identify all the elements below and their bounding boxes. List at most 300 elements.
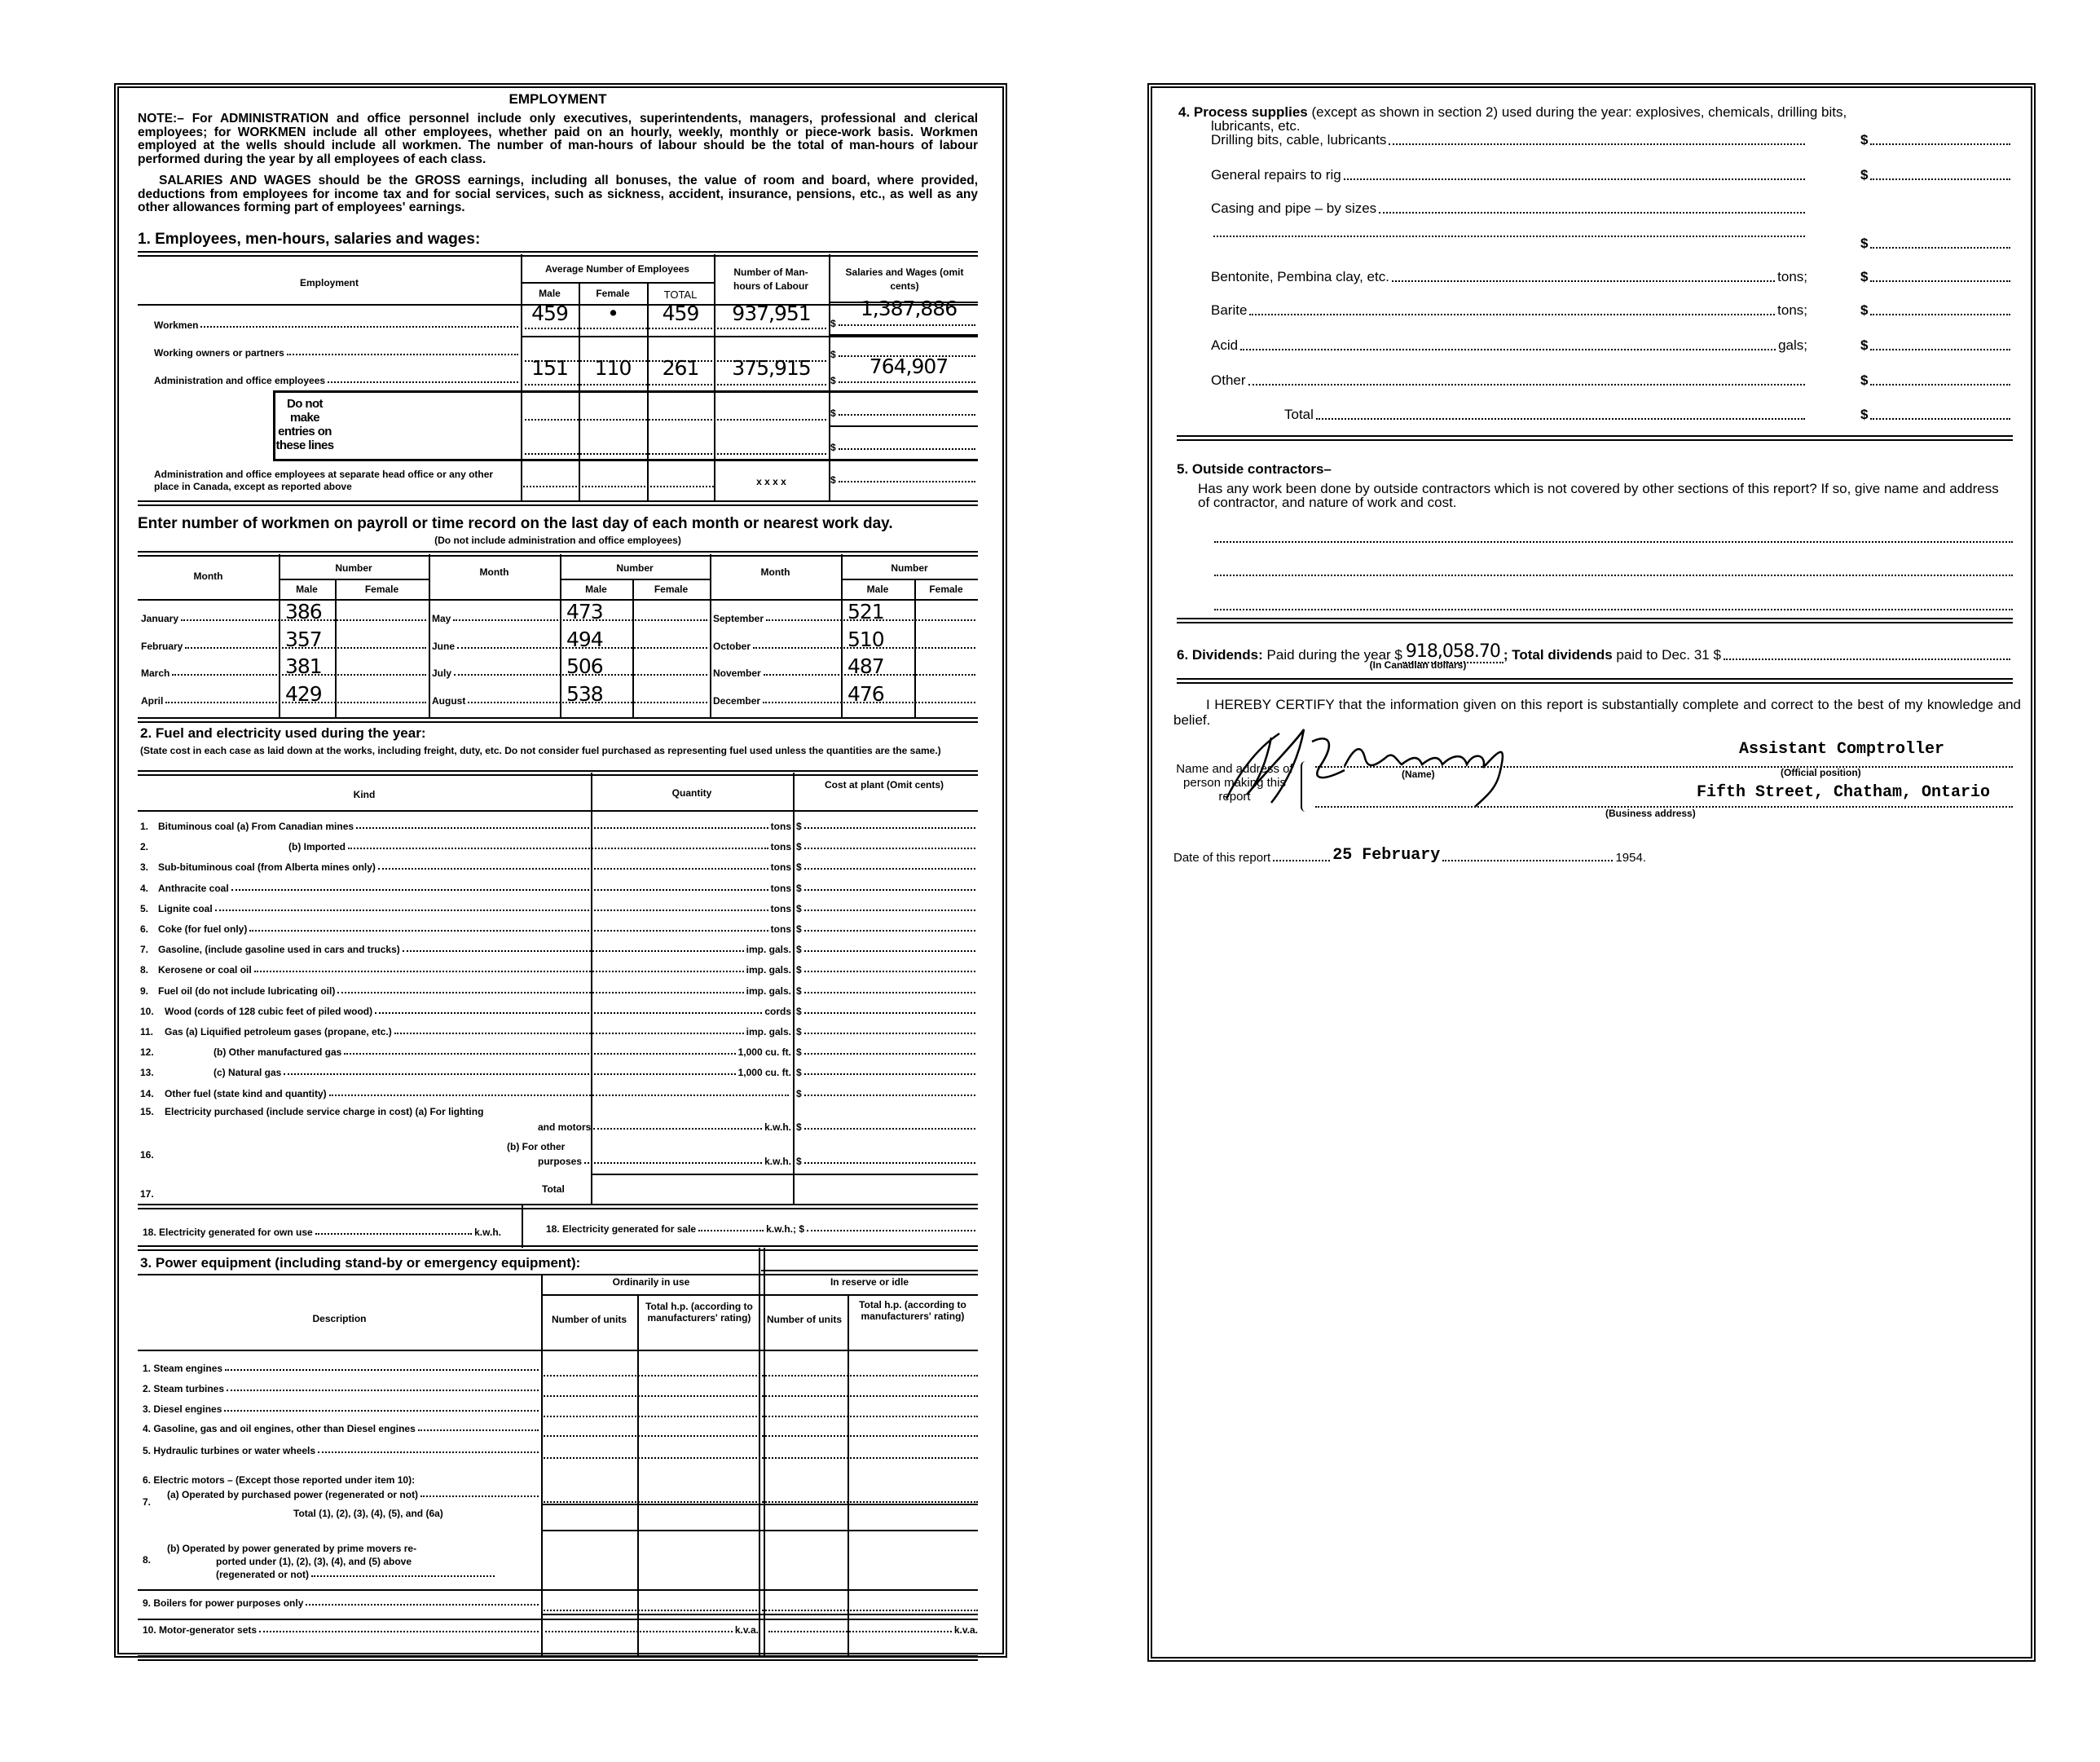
header-kind: Kind [353,789,376,800]
amount-field[interactable] [1860,302,2013,319]
header-in-use: Ordinarily in use [612,1276,690,1288]
rule [541,1504,978,1505]
month-label: September [713,613,764,624]
quantity-field[interactable] [356,827,768,829]
dotted-leader [804,971,975,972]
do-not-enter-note: Do not make entries on these lines [275,397,334,452]
amount-field[interactable] [1860,407,2013,423]
dotted-leader [1870,280,2010,282]
item-label: Wood (cords of 128 cubic feet of piled wood) [165,1005,373,1017]
item-label-2: purposes [538,1156,583,1167]
quantity-field[interactable] [254,971,744,972]
month-male-value: 386 [285,600,322,623]
rule [710,554,711,717]
item-label: Coke (for fuel only) [158,923,248,935]
power-item-row [143,1445,541,1456]
month-male-value: 473 [566,600,603,623]
dollar-sign: $ [796,964,802,976]
power-item-row [143,1624,541,1636]
dollar-sign: $ [796,841,802,853]
dotted-leader [545,1631,733,1632]
dollar-sign: $ [796,1005,802,1017]
process-item [1211,337,1807,354]
item-label: (b) For other [507,1141,566,1152]
item-number: 5. [140,902,149,914]
fuel-row [140,883,791,894]
dollar-sign: $ [796,1046,802,1059]
amount-field[interactable] [1860,372,2013,389]
business-address: Fifth Street, Chatham, Ontario [1697,783,1991,802]
header-month: Month [760,566,790,578]
power-item-label: (a) Operated by purchased power (regenerated or not) [167,1489,419,1500]
item-label: Sub-bituminous coal (from Alberta mines only) [158,861,376,874]
brace [1301,761,1307,812]
cost-field[interactable] [796,923,978,935]
in-use-field[interactable] [543,1624,759,1636]
item-number: 3. [140,861,149,874]
dollar-sign: $ [796,1067,802,1079]
entry-line[interactable] [541,1375,978,1377]
admin-man-hours: 375,915 [732,356,811,380]
quantity-field[interactable] [337,992,743,993]
fuel-row [140,944,791,955]
quantity-field[interactable] [249,930,768,932]
dollar-sign: $ [830,474,836,486]
rule [138,1589,978,1591]
header-male: Male [296,584,318,595]
unit-label: k.v.a. [734,1624,759,1636]
header-total-hp: Total h.p. (according to manufacturers' rating) [859,1299,966,1322]
unit-label: tons [770,841,791,853]
quantity-field[interactable] [394,1033,744,1034]
header-cost: Cost at plant (Omit cents) [824,779,944,791]
person-label: Name and address of person making this report [1176,762,1293,804]
dotted-leader [224,1410,539,1412]
header-total: TOTAL [663,289,698,301]
dotted-leader [1213,236,1805,237]
process-item [1211,372,1807,389]
dotted-leader [227,1390,539,1391]
unit-label: 1,000 cu. ft. [737,1067,791,1079]
dollar-sign: $ [796,1087,802,1099]
dotted-leader [1392,280,1775,282]
process-item-label: Bentonite, Pembina clay, etc. [1211,269,1389,284]
month-row-october [713,641,978,652]
process-title-line2: lubricants, etc. [1211,118,1301,134]
dotted-leader [804,1033,975,1034]
quantity-field[interactable] [698,1230,764,1231]
cost-field[interactable] [796,861,978,873]
item-label: (b) Imported [288,841,346,853]
quantity-field[interactable] [315,1233,472,1235]
unit-label: gals; [1778,337,1807,353]
dotted-leader [1240,349,1776,350]
month-male-value: 510 [847,627,884,651]
dotted-leader [804,1012,975,1014]
power-item-label: 5. Hydraulic turbines or water wheels [143,1445,316,1456]
dollar-sign: $ [1860,407,1869,422]
rule [764,1248,765,1655]
cost-field[interactable] [796,1156,978,1167]
item-label-2: and motors [538,1121,592,1133]
rule [138,1655,978,1661]
currency-note: (In Canadian dollars) [1369,659,1467,671]
fuel-row [538,1121,791,1133]
cost-field[interactable] [796,1121,978,1133]
item-number: 1. [140,821,149,832]
amount-field[interactable] [1860,132,2013,148]
rule [429,554,430,717]
rule [841,579,978,580]
amount-field[interactable] [1860,167,2013,183]
header-female: Female [364,584,399,595]
electricity-for-sale [546,1223,978,1235]
dotted-leader [420,1495,539,1497]
header-male: Male [539,288,561,299]
fuel-row [140,985,791,997]
quantity-field[interactable] [348,848,768,849]
quantity-field[interactable] [584,1162,762,1164]
dollar-sign: $ [796,944,802,956]
admin-female: 110 [594,356,632,380]
dollar-sign: $ [796,861,802,874]
head-office-man-hours: x x x x [756,476,786,487]
cost-field[interactable] [796,1067,978,1078]
power-item-label: (regenerated or not) [216,1569,310,1580]
power-item-row [143,1423,541,1434]
power-item-row [143,1383,541,1394]
amount-field[interactable] [1860,337,2013,354]
rule [847,1294,849,1655]
dotted-leader [768,1631,952,1632]
item-number: 13. [140,1067,154,1079]
dollar-sign: $ [830,349,836,360]
dollar-sign: $ [1860,302,1869,318]
rule [138,1350,978,1351]
entry-line[interactable] [541,1435,978,1437]
fuel-row [140,1046,791,1058]
power-item-label: 1. Steam engines [143,1363,223,1374]
dotted-leader [311,1575,495,1577]
header-male: Male [585,584,607,595]
rule [522,1205,523,1248]
power-item-label: 4. Gasoline, gas and oil engines, other than Diesel engines [143,1423,416,1434]
process-item [1211,269,1807,285]
header-male: Male [866,584,889,595]
electricity-own-use [143,1227,501,1238]
dotted-leader [259,1631,539,1632]
report-year: 1954. [1615,851,1646,865]
month-label: February [141,640,183,652]
dollar-sign: $ [1860,269,1869,284]
workmen-female: • [607,302,619,325]
dollar-sign: $ [796,1121,802,1133]
dividends-paid-value: 918,058.70 [1402,641,1503,663]
month-label: January [141,613,179,624]
row-workmen-label: Workmen [154,319,521,331]
dotted-leader [1316,418,1805,420]
entry-line[interactable] [541,1416,978,1417]
rule [279,579,429,580]
position-caption: (Official position) [1781,767,1861,778]
dotted-leader [1870,349,2010,350]
dotted-leader [804,930,975,932]
process-item-label: Drilling bits, cable, lubricants [1211,132,1387,148]
item-number: 8. [140,964,149,976]
power-item-row [143,1403,541,1415]
fuel-row [140,923,791,935]
dotted-leader [804,889,975,891]
quantity-field[interactable] [593,1128,762,1130]
dotted-leader [306,1604,539,1606]
dotted-leader [1249,314,1775,315]
fuel-row [140,1067,791,1078]
item-label: Gas (a) Liquified petroleum gases (propane, etc.) [165,1026,392,1037]
dollar-sign: $ [1860,132,1869,148]
item-number: 10. [140,1005,154,1017]
unit-label: k.w.h. [764,1156,791,1167]
cost-field[interactable] [796,944,978,955]
header-total-hp: Total h.p. (according to manufacturers' rating) [645,1301,753,1324]
employment-note: NOTE:– For ADMINISTRATION and office personnel include only executives, superintendents, managers, professional and clerical employees; for WORKMEN include all other employees, whether paid on an hourly, weekly, monthly or piece-work basis. Workmen employed at the wells should include all workmen. The number of man-hours of labour should be the total of man-hours of labour performed during the year by all employees of each class. [138,112,978,166]
rule [138,551,978,557]
entry-line[interactable] [541,1610,978,1611]
item-number: 9. [140,985,149,997]
item-label: Fuel oil (do not include lubricating oil) [158,985,336,997]
fuel-row [140,861,791,873]
dotted-leader [804,910,975,911]
report-date-value: 25 February [1332,846,1441,865]
fuel-row [140,1006,791,1017]
power-item-row [143,1597,541,1609]
power-item-label: 3. Diesel engines [143,1403,222,1415]
item-label: Gasoline, (include gasoline used in cars and trucks) [158,944,400,956]
name-caption: (Name) [1402,769,1435,780]
unit-label: k.v.a. [953,1624,978,1636]
row-admin-label: Administration and office employees [154,375,521,386]
fuel-row [538,1156,791,1167]
right-page [1147,83,2036,1662]
rule [591,1174,978,1175]
contractors-title: 5. Outside contractors– [1177,461,1332,477]
header-number-units: Number of units [767,1314,842,1325]
dollar-sign: $ [796,923,802,935]
quantity-field[interactable] [375,1012,762,1014]
unit-label: tons [770,902,791,914]
label: 18. Electricity generated for own use [143,1227,313,1238]
unit-label: imp. gals. [746,944,791,956]
power-item-row [216,1569,497,1580]
cost-field[interactable] [796,1026,978,1037]
unit-label: tons [770,923,791,935]
rule [541,1614,978,1615]
dollar-sign: $ [830,375,836,386]
power-item-text: (b) Operated by power generated by prime movers re- [167,1543,417,1554]
rule [560,579,710,580]
amount-field[interactable] [1860,236,2013,252]
quantity-field[interactable] [378,868,768,870]
dotted-leader [1389,143,1805,145]
address-caption: (Business address) [1605,808,1696,819]
cost-field[interactable] [796,841,978,852]
dollar-sign: $ [830,442,836,453]
rule [138,1619,978,1620]
month-label: August [432,694,466,707]
cost-field[interactable] [796,1088,978,1099]
dotted-leader [418,1429,539,1431]
month-male-value: 357 [285,627,322,651]
month-label: October [713,640,751,652]
row-head-office-label: Administration and office employees at separate head office or any other place in Canada, except as reported above [154,469,494,492]
dotted-leader [1379,212,1805,214]
item-number: 2. [140,841,149,853]
rule [793,773,795,1205]
unit-label: tons [770,821,791,832]
process-item [1284,407,1807,423]
power-item-text: 8. [143,1554,152,1566]
unit-label: k.w.h. [474,1227,501,1238]
certification-text: I HEREBY CERTIFY that the information given on this report is substantially complete and correct to the best of my knowledge and belief. [1173,697,2021,728]
month-male-value: 476 [847,681,884,706]
workmen-male: 459 [531,302,568,325]
unit-label: 1,000 cu. ft. [737,1046,791,1059]
dotted-leader [804,1095,975,1096]
process-item-label: Other [1211,372,1246,388]
dotted-leader [1870,178,2010,180]
contractor-line[interactable] [1214,541,2013,543]
process-item [1211,200,1807,217]
unit-label: tons [770,861,791,874]
cost-field[interactable] [796,903,978,914]
dotted-leader [804,827,975,829]
dollar-sign: $ [1860,372,1869,388]
rule [138,1245,978,1251]
dotted-leader [1870,314,2010,315]
fuel-row [140,1026,791,1037]
header-employment: Employment [299,277,359,289]
dotted-leader [804,1162,975,1164]
quantity-field[interactable] [403,950,744,952]
cost-field[interactable] [807,1230,975,1231]
report-date-row: Date of this report 25 February 1954. [1173,846,1646,865]
rule [637,1294,639,1655]
power-item-text: 6. Electric motors – (Except those reported under item 10): [143,1474,416,1486]
header-number-units: Number of units [552,1314,627,1325]
header-avg-employees: Average Number of Employees [545,263,689,275]
header-female: Female [596,288,630,299]
month-male-value: 494 [566,627,603,651]
process-item [1211,302,1807,319]
item-number: 12. [140,1046,154,1059]
month-row-december [713,695,978,707]
entry-line[interactable] [541,1395,978,1397]
contractor-line[interactable] [1214,609,2013,610]
quantity-field[interactable] [284,1073,735,1075]
dotted-leader [1248,384,1805,385]
entry-line[interactable] [541,1501,978,1503]
cost-field[interactable] [796,1006,978,1017]
employment-title: EMPLOYMENT [508,91,607,107]
dotted-leader [1870,143,2010,145]
rule [138,717,978,723]
rule [138,810,978,812]
power-item-row [143,1363,541,1374]
contractor-line[interactable] [1214,575,2013,576]
item-number: 11. [140,1026,154,1037]
dotted-leader [1870,247,2010,249]
item-label: Electricity purchased (include service charge in cost) (a) For lighting [165,1106,484,1117]
item-label: Bituminous coal (a) From Canadian mines [158,821,354,832]
header-number: Number [335,562,372,574]
workmen-man-hours: 937,951 [732,302,811,325]
dollar-sign: $ [796,985,802,997]
label: 18. Electricity generated for sale [546,1223,697,1235]
amount-field[interactable] [1860,269,2013,285]
quantity-field[interactable] [344,1053,735,1055]
item-number: 4. [140,882,149,894]
month-label: December [713,694,761,707]
contractors-question: Has any work been done by outside contractors which is not covered by other sections of this report? If so, give name and address of contractor, and nature of work and cost. [1198,481,1999,510]
cost-field[interactable] [796,1046,978,1058]
unit-label: k.w.h. [764,1121,791,1133]
cost-field[interactable] [796,985,978,997]
entry-line[interactable] [541,1457,978,1459]
month-male-value: 538 [566,681,603,706]
cost-field[interactable] [796,883,978,894]
process-item-label: Casing and pipe – by sizes [1211,200,1377,216]
header-female: Female [929,584,963,595]
header-female: Female [654,584,689,595]
dotted-leader [804,992,975,993]
process-item-label: General repairs to rig [1211,167,1341,183]
workmen-total: 459 [662,302,699,325]
header-reserve: In reserve or idle [830,1276,909,1288]
power-item-text: 7. [143,1496,152,1508]
month-label: April [141,694,164,707]
workmen-salaries: 1,387,886 [860,297,958,320]
quantity-field[interactable] [215,910,768,911]
reserve-field[interactable] [766,1624,978,1636]
dotted-leader [1870,384,2010,385]
dollar-sign: $ [796,1156,802,1167]
cost-field[interactable] [796,964,978,976]
month-label: July [432,667,452,679]
salaries-note: SALARIES AND WAGES should be the GROSS earnings, including all bonuses, the value of room and board, where provided, deductions from employees for income tax and for social services, such as sickness, accident, insurance, pensions, etc., as well as any other allowances forming part of employees' earnings. [138,174,978,214]
rule [138,770,978,776]
admin-male: 151 [531,356,568,380]
fuel-row [140,1088,791,1099]
monthly-title: Enter number of workmen on payroll or time record on the last day of each month or nearest work day. [138,515,893,532]
item-label: Anthracite coal [158,882,229,894]
month-label: May [432,613,451,624]
fuel-row [140,964,791,976]
unit-label: tons; [1777,269,1807,284]
dotted-leader [804,1128,975,1130]
fuel-row [140,821,791,832]
header-man-hours: Number of Man-hours of Labour [733,267,808,292]
item-label: (c) Natural gas [214,1067,282,1079]
cost-field[interactable] [796,821,978,832]
month-row-november [713,667,978,679]
process-item [1211,132,1807,148]
month-male-value: 487 [847,654,884,678]
power-title: 3. Power equipment (including stand-by or emergency equipment): [140,1255,581,1271]
quantity-field[interactable] [329,1095,789,1096]
month-male-value: 381 [285,654,322,678]
quantity-field[interactable] [231,889,768,891]
header-month: Month [479,566,509,578]
power-item-label: 10. Motor-generator sets [143,1624,258,1636]
